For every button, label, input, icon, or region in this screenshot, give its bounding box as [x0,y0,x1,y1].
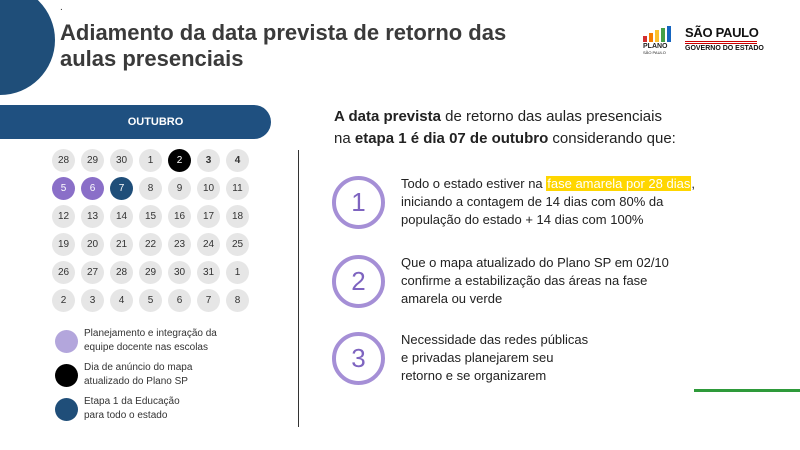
legend-item-announcement [55,361,264,389]
sp-logo-gov: GOVERNO DO ESTADO [685,45,764,52]
calendar-day: 7 [110,177,133,200]
page-title [60,20,580,72]
number-circle: 1 [332,176,385,229]
calendar-day: 10 [197,177,220,200]
condition-2 [332,254,741,308]
legend-line: para todo o estado [84,410,168,421]
month-header: OUTUBRO [0,105,271,139]
plano-logo-name: PLANO [643,43,668,50]
calendar-day: 18 [226,205,249,228]
legend-text [84,327,264,355]
calendar-day: 29 [81,149,104,172]
calendar-day: 25 [226,233,249,256]
condition-text [401,254,741,308]
legend-item-planning [55,327,264,355]
intro-text-3: considerando que: [548,130,676,147]
legend-line: Etapa 1 da Educação [84,396,180,407]
calendar-day: 27 [81,261,104,284]
condition-line: Necessidade das redes públicas [401,332,589,347]
condition-3 [332,331,741,385]
calendar-day: 22 [139,233,162,256]
calendar-day: 30 [168,261,191,284]
calendar-day: 21 [110,233,133,256]
calendar-day: 20 [81,233,104,256]
intro-text [334,106,774,150]
calendar-day: 12 [52,205,75,228]
intro-bold-2: etapa 1 é dia 07 de outubro [354,130,549,147]
intro-text-2: na [334,130,355,147]
calendar-day: 4 [110,289,133,312]
calendar-day: 2 [168,149,191,172]
calendar-day: 11 [226,177,249,200]
legend-line: atualizado do Plano SP [84,376,188,387]
corner-decoration-circle [0,0,55,95]
calendar-day: 2 [52,289,75,312]
calendar-day: 4 [226,149,249,172]
legend-item-stage1 [55,395,264,423]
plano-sp-logo [643,26,671,55]
calendar-day: 6 [81,177,104,200]
number-circle: 2 [332,255,385,308]
calendar-day: 29 [139,261,162,284]
calendar-day: 1 [139,149,162,172]
highlight-text: fase amarela por 28 dias [547,176,691,191]
condition-line: retorno e se organizarem [401,368,547,383]
legend-line: equipe docente nas escolas [84,342,208,353]
plano-logo-sub: SÃO PAULO [643,50,666,55]
logos [643,26,764,55]
legend-line: Planejamento e integração da [84,328,217,339]
calendar-day: 8 [139,177,162,200]
dot-mark: . [60,2,63,13]
legend-dot-blue [55,398,78,421]
calendar-grid [52,149,255,315]
number-circle: 3 [332,332,385,385]
calendar-day: 14 [110,205,133,228]
condition-line: população do estado + 14 dias com 100% [401,212,644,227]
calendar-day: 3 [197,149,220,172]
legend-text [84,361,264,389]
plano-bars-icon [643,26,671,42]
legend-dot-purple [55,330,78,353]
intro-text-1: de retorno das aulas presenciais [441,108,662,125]
condition-line: amarela ou verde [401,291,503,306]
sp-stripe-icon [685,41,757,44]
calendar-day: 6 [168,289,191,312]
calendar-day: 5 [52,177,75,200]
legend-line: Dia de anúncio do mapa [84,362,193,373]
condition-line: iniciando a contagem de 14 dias com 80% da [401,194,664,209]
calendar-day: 28 [110,261,133,284]
calendar-day: 9 [168,177,191,200]
title-line-1: Adiamento da data prevista de retorno das [60,20,507,45]
calendar-day: 19 [52,233,75,256]
sp-logo-name: SÃO PAULO [685,25,759,40]
green-accent-line [694,389,800,392]
calendar-day: 7 [197,289,220,312]
calendar-day: 31 [197,261,220,284]
calendar-day: 1 [226,261,249,284]
calendar-day: 5 [139,289,162,312]
title-line-2: aulas presenciais [60,46,244,71]
condition-text-post: , [691,176,695,191]
calendar-day: 30 [110,149,133,172]
condition-line: Que o mapa atualizado do Plano SP em 02/10 [401,255,669,270]
calendar-day: 13 [81,205,104,228]
calendar-day: 23 [168,233,191,256]
vertical-divider [298,150,299,427]
calendar-day: 26 [52,261,75,284]
calendar-day: 8 [226,289,249,312]
calendar-day: 28 [52,149,75,172]
calendar-day: 24 [197,233,220,256]
legend-text [84,395,264,423]
condition-line: confirme a estabilização das áreas na fase [401,273,648,288]
calendar-day: 16 [168,205,191,228]
condition-text [401,331,741,385]
intro-bold-1: A data prevista [334,108,441,125]
calendar-day: 3 [81,289,104,312]
governo-sp-logo [685,26,764,53]
calendar-day: 17 [197,205,220,228]
condition-text [401,175,741,229]
condition-line: e privadas planejarem seu [401,350,554,365]
legend [55,327,264,429]
condition-1 [332,175,741,229]
condition-text-pre: Todo o estado estiver na [401,176,547,191]
legend-dot-black [55,364,78,387]
calendar-day: 15 [139,205,162,228]
